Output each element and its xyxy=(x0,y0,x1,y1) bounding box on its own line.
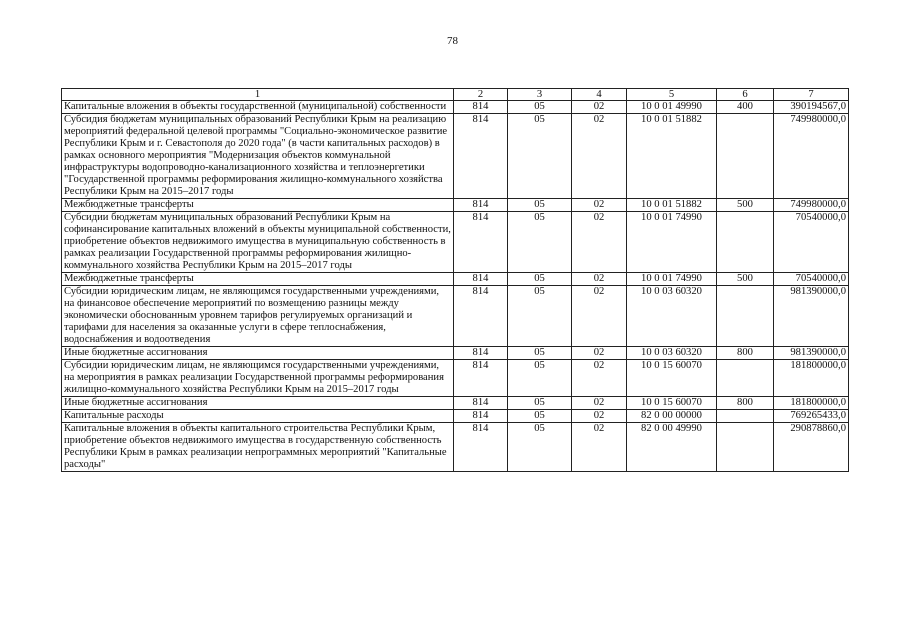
row-name: Межбюджетные трансферты xyxy=(62,199,454,212)
row-section-code: 05 xyxy=(508,397,572,410)
table-row xyxy=(62,286,849,347)
header-col-5: 5 xyxy=(627,89,717,101)
row-section-code: 05 xyxy=(508,423,572,472)
row-admin-code: 814 xyxy=(454,212,508,273)
row-subsection-code: 02 xyxy=(572,286,627,347)
row-name: Субсидии бюджетам муниципальных образований Республики Крым на софинансирование капитальных вложений в объекты муниципальной собственности, приобретение объектов недвижимого имущества в муниципальную собственность в рамках реализации Государственной программы реформирования жилищно-коммунального хозяйства Республики Крым на 2015–2017 годы xyxy=(62,212,454,273)
table-body xyxy=(62,101,849,472)
row-admin-code: 814 xyxy=(454,397,508,410)
table-header xyxy=(62,89,849,101)
row-target-code: 82 0 00 00000 xyxy=(627,410,717,423)
row-section-code: 05 xyxy=(508,360,572,397)
row-expense-type: 400 xyxy=(717,101,774,114)
row-target-code: 10 0 01 49990 xyxy=(627,101,717,114)
header-col-3: 3 xyxy=(508,89,572,101)
row-section-code: 05 xyxy=(508,101,572,114)
row-admin-code: 814 xyxy=(454,199,508,212)
row-expense-type xyxy=(717,360,774,397)
row-subsection-code: 02 xyxy=(572,199,627,212)
table-row xyxy=(62,212,849,273)
row-admin-code: 814 xyxy=(454,410,508,423)
row-sum: 769265433,0 xyxy=(774,410,849,423)
row-name: Субсидии юридическим лицам, не являющимся государственными учреждениями, на финансовое обеспечение мероприятий по возмещению разницы между экономически обоснованным уровнем тарифов регулируемых организаций и тарифами для населения за оказанные услуги в сфере теплоснабжения, водоснабжения и водоотведения xyxy=(62,286,454,347)
row-section-code: 05 xyxy=(508,286,572,347)
row-subsection-code: 02 xyxy=(572,273,627,286)
row-target-code: 10 0 01 74990 xyxy=(627,273,717,286)
row-name: Иные бюджетные ассигнования xyxy=(62,397,454,410)
row-subsection-code: 02 xyxy=(572,114,627,199)
header-col-2: 2 xyxy=(454,89,508,101)
row-section-code: 05 xyxy=(508,199,572,212)
row-expense-type xyxy=(717,286,774,347)
table-row xyxy=(62,397,849,410)
table-row xyxy=(62,101,849,114)
budget-table xyxy=(61,88,849,472)
row-name: Субсидия бюджетам муниципальных образований Республики Крым на реализацию мероприятий федеральной целевой программы "Социально-экономическое развитие Республики Крым и г. Севастополя до 2020 года" (в части капитальных расходов) в рамках основного мероприятия "Модернизация объектов коммунальной инфраструктуры водопроводно-канализационного хозяйства и теплоэнергетики "Государственной программы реформирования жилищно-коммунального хозяйства Республики Крым на 2015–2017 годы xyxy=(62,114,454,199)
table-row xyxy=(62,347,849,360)
row-sum: 70540000,0 xyxy=(774,273,849,286)
row-target-code: 82 0 00 49990 xyxy=(627,423,717,472)
row-admin-code: 814 xyxy=(454,114,508,199)
row-admin-code: 814 xyxy=(454,273,508,286)
table-row xyxy=(62,273,849,286)
row-sum: 749980000,0 xyxy=(774,199,849,212)
row-subsection-code: 02 xyxy=(572,101,627,114)
page-number: 78 xyxy=(447,35,458,47)
row-subsection-code: 02 xyxy=(572,410,627,423)
header-col-4: 4 xyxy=(572,89,627,101)
row-subsection-code: 02 xyxy=(572,212,627,273)
row-sum: 70540000,0 xyxy=(774,212,849,273)
row-target-code: 10 0 15 60070 xyxy=(627,397,717,410)
header-col-1: 1 xyxy=(62,89,454,101)
row-subsection-code: 02 xyxy=(572,360,627,397)
row-subsection-code: 02 xyxy=(572,347,627,360)
row-expense-type xyxy=(717,410,774,423)
header-row xyxy=(62,89,849,101)
row-name: Капитальные вложения в объекты государственной (муниципальной) собственности xyxy=(62,101,454,114)
row-target-code: 10 0 15 60070 xyxy=(627,360,717,397)
row-sum: 181800000,0 xyxy=(774,397,849,410)
header-col-7: 7 xyxy=(774,89,849,101)
row-admin-code: 814 xyxy=(454,101,508,114)
row-admin-code: 814 xyxy=(454,360,508,397)
row-subsection-code: 02 xyxy=(572,423,627,472)
row-section-code: 05 xyxy=(508,212,572,273)
row-name: Капитальные вложения в объекты капитального строительства Республики Крым, приобретение объектов недвижимого имущества в государственную собственность Республики Крым в рамках реализации непрограммных мероприятий "Капитальные расходы" xyxy=(62,423,454,472)
row-sum: 749980000,0 xyxy=(774,114,849,199)
row-admin-code: 814 xyxy=(454,286,508,347)
row-expense-type: 800 xyxy=(717,397,774,410)
row-admin-code: 814 xyxy=(454,423,508,472)
table-row xyxy=(62,360,849,397)
row-subsection-code: 02 xyxy=(572,397,627,410)
row-expense-type xyxy=(717,423,774,472)
row-expense-type: 500 xyxy=(717,273,774,286)
row-sum: 390194567,0 xyxy=(774,101,849,114)
row-expense-type: 500 xyxy=(717,199,774,212)
row-name: Капитальные расходы xyxy=(62,410,454,423)
row-section-code: 05 xyxy=(508,347,572,360)
row-expense-type: 800 xyxy=(717,347,774,360)
row-target-code: 10 0 03 60320 xyxy=(627,286,717,347)
table-row xyxy=(62,199,849,212)
table-row xyxy=(62,114,849,199)
row-sum: 981390000,0 xyxy=(774,286,849,347)
table-row xyxy=(62,410,849,423)
row-expense-type xyxy=(717,114,774,199)
row-target-code: 10 0 01 74990 xyxy=(627,212,717,273)
row-section-code: 05 xyxy=(508,114,572,199)
table-row xyxy=(62,423,849,472)
row-name: Межбюджетные трансферты xyxy=(62,273,454,286)
row-target-code: 10 0 03 60320 xyxy=(627,347,717,360)
row-sum: 981390000,0 xyxy=(774,347,849,360)
row-name: Иные бюджетные ассигнования xyxy=(62,347,454,360)
row-admin-code: 814 xyxy=(454,347,508,360)
header-col-6: 6 xyxy=(717,89,774,101)
row-target-code: 10 0 01 51882 xyxy=(627,199,717,212)
row-sum: 181800000,0 xyxy=(774,360,849,397)
row-section-code: 05 xyxy=(508,273,572,286)
row-name: Субсидии юридическим лицам, не являющимся государственными учреждениями, на мероприятия в рамках реализации Государственной программы реформирования жилищно-коммунального хозяйства Республики Крым на 2015–2017 годы xyxy=(62,360,454,397)
row-target-code: 10 0 01 51882 xyxy=(627,114,717,199)
row-expense-type xyxy=(717,212,774,273)
row-section-code: 05 xyxy=(508,410,572,423)
row-sum: 290878860,0 xyxy=(774,423,849,472)
